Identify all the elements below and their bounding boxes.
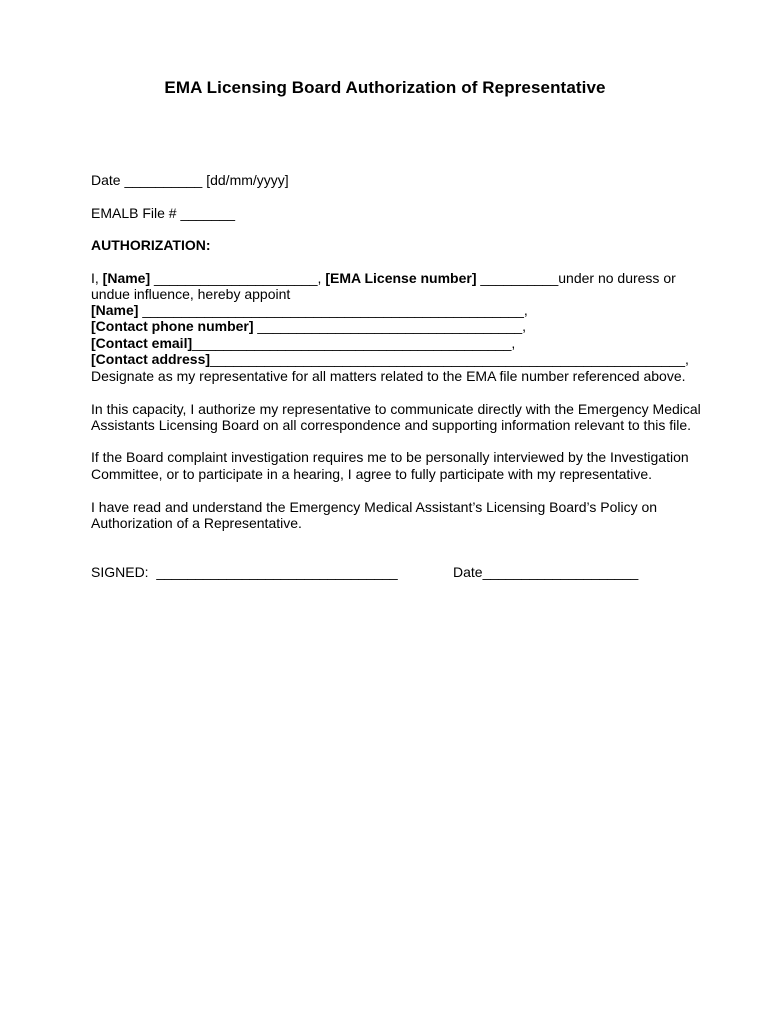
representative-name-line — [91, 302, 528, 318]
policy-paragraph-line-1: I have read and understand the Emergency Medical Assistant’s Licensing Board’s Policy on — [91, 499, 658, 515]
date-field-line: Date __________ [dd/mm/yyyy] — [91, 172, 289, 188]
capacity-paragraph-line-2: Assistants Licensing Board on all correspondence and supporting information relevant to this file. — [91, 417, 692, 433]
contact-address-blank: _____________________________________________________________, — [210, 351, 689, 367]
contact-address-line — [91, 351, 689, 367]
representative-name-label: [Name] — [91, 302, 139, 318]
name-label: [Name] — [102, 270, 151, 286]
contact-phone-blank: __________________________________, — [253, 318, 527, 334]
contact-phone-label: [Contact phone number] — [91, 318, 254, 334]
license-label: [EMA License number] — [325, 270, 477, 286]
appoint-line-1 — [91, 270, 676, 286]
board-paragraph-line-2: Committee, or to participate in a hearing, I agree to fully participate with my representative. — [91, 466, 653, 482]
signature-date-line: Date____________________ — [453, 564, 639, 580]
contact-phone-line — [91, 318, 526, 334]
appoint-line-2: undue influence, hereby appoint — [91, 286, 291, 302]
designate-line: Designate as my representative for all matters related to the EMA file number referenced above. — [91, 368, 686, 384]
signature-line: SIGNED: _______________________________ — [91, 564, 398, 580]
board-paragraph-line-1: If the Board complaint investigation requires me to be personally interviewed by the Investigation — [91, 449, 689, 465]
authorization-heading: AUTHORIZATION: — [91, 237, 211, 253]
file-number-line: EMALB File # _______ — [91, 205, 235, 221]
contact-email-label: [Contact email] — [91, 335, 193, 351]
capacity-paragraph-line-1: In this capacity, I authorize my representative to communicate directly with the Emergency Medical — [91, 401, 701, 417]
representative-name-blank: _________________________________________________, — [138, 302, 528, 318]
name-blank: _____________________, — [150, 270, 326, 286]
contact-address-label: [Contact address] — [91, 351, 211, 367]
document-title: EMA Licensing Board Authorization of Representative — [164, 78, 606, 97]
license-blank: __________under no duress or — [476, 270, 676, 286]
contact-email-line — [91, 335, 515, 351]
appoint-prefix: I, — [91, 270, 103, 286]
policy-paragraph-line-2: Authorization of a Representative. — [91, 515, 302, 531]
contact-email-blank: _________________________________________, — [192, 335, 516, 351]
